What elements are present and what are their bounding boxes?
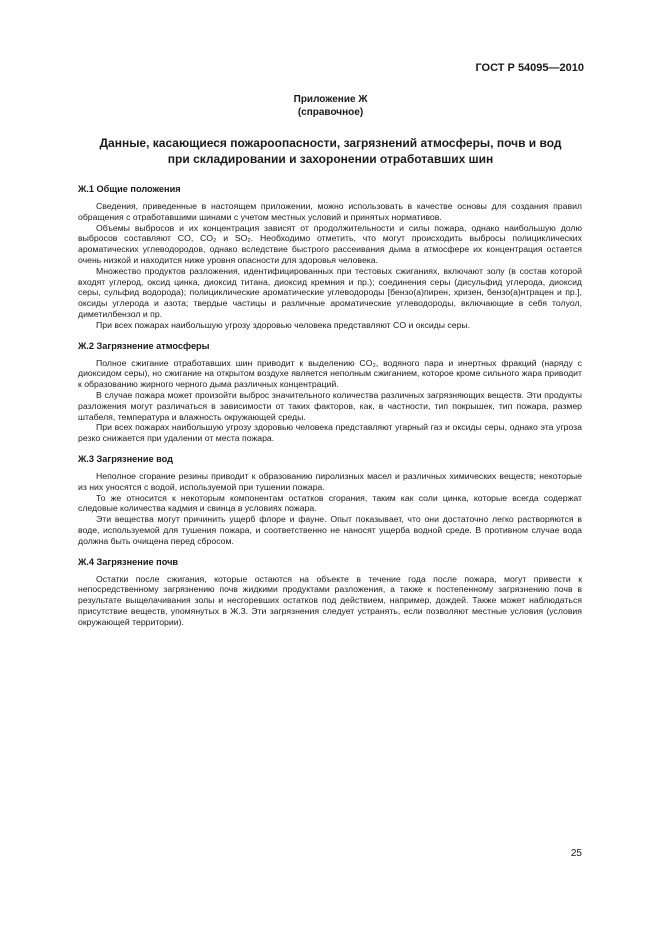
annex-label: Приложение Ж [293,94,368,105]
paragraph: Полное сжигание отработавших шин приводит к выделению CO₂, водяного пара и инертных фракций (наряду с диоксидом серы), но сжигание на открытом воздухе является неполным сжиганием, которое кроме сильного жара приводит к образованию жирного черного дыма различных концентраций. [78,357,582,390]
annex-title-line-1: Данные, касающиеся пожароопасности, загрязнений атмосферы, почв и вод [99,136,562,150]
section-atmosphere [78,340,582,444]
section-heading: Ж.1 Общие положения [78,184,181,194]
section-general [78,183,582,331]
document-body [78,183,582,637]
paragraph: Множество продуктов разложения, идентифицированных при тестовых сжиганиях, включают золу (в состав которой входят углерод, оксид цинка, диоксид титана, диоксид кремния и пр.); соединения серы (дисульфид углерода, диоксид серы, сульфид водорода); полициклические ароматические углеводороды [бензо(а)пирен, хризен, бензо(а)нтрацен и пр.], оксиды углерода и азота; твердые частицы и различные ароматические углеводороды, включающие в себя толуол, диметилбензол и пр. [78,265,582,319]
section-heading: Ж.2 Загрязнение атмосферы [78,340,210,351]
page-number: 25 [570,848,582,859]
section-soil [78,556,582,628]
paragraph: В случае пожара может произойти выброс значительного количества различных загрязняющих веществ. Эти продукты разложения могут различаться в зависимости от таких факторов, как, в частности, тип покрышек, тип пожара, размер штабеля, температура и влажность окружающей среды. [78,389,582,422]
paragraph: При всех пожарах наибольшую угрозу здоровью человека представляют CO и оксиды серы. [96,319,471,330]
annex-header [0,93,661,119]
standard-code: ГОСТ Р 54095—2010 [475,62,584,74]
annex-type: (справочное) [297,107,364,118]
paragraph: Объемы выбросов и их концентрация зависят от продолжительности и силы пожара, однако наибольшую долю выбросов составляют CO, CO₂ и SO₂. Необходимо отметить, что могут происходить выбросы полициклических ароматических углеводородов, однако вследствие быстрого рассеивания дыма в атмосфере их концентрация остается очень низкой и находится ниже уровня опасности для здоровья человека. [78,222,582,265]
paragraph: Сведения, приведенные в настоящем приложении, можно использовать в качестве основы для создания правил обращения с отработавшими шинами с учетом местных условий и принятых нормативов. [78,201,582,222]
paragraph: Остатки после сжигания, которые остаются на объекте в течение года после пожара, могут привести к непосредственному загрязнению почв жидкими продуктами разложения, а также к постепенному загрязнению почв в результате выщелачивания золы и несгоревших остатков под действием, например, дождей. Также может наблюдаться присутствие веществ, упомянутых в Ж.3. Эти загрязнения следует устранять, если позволяют местные условия (условия окружающей территории). [78,573,582,627]
annex-title-line-2: при складировании и захоронении отработавших шин [167,152,494,166]
section-heading: Ж.3 Загрязнение вод [78,453,173,464]
annex-title [60,135,601,167]
paragraph: При всех пожарах наибольшую угрозу здоровью человека представляют угарный газ и оксиды серы, однако эта угроза резко снижается при удалении от места пожара. [78,422,582,444]
paragraph: То же относится к некоторым компонентам остатков сгорания, таким как соли цинка, которые всегда содержат следовые количества кадмия и свинца в условиях пожара. [78,492,582,514]
section-heading: Ж.4 Загрязнение почв [78,556,179,567]
section-water [78,453,582,547]
paragraph: Неполное сгорание резины приводит к образованию пиролизных масел и различных химических веществ; некоторые из них уносятся с водой, используемой при тушении пожара. [78,470,582,492]
paragraph: Эти вещества могут причинить ущерб флоре и фауне. Опыт показывает, что они достаточно легко растворяются в воде, используемой для тушения пожара, и соответственно не наносят ущерба водной среде. В противном случае вода должна быть очищена перед сбросом. [78,514,582,546]
